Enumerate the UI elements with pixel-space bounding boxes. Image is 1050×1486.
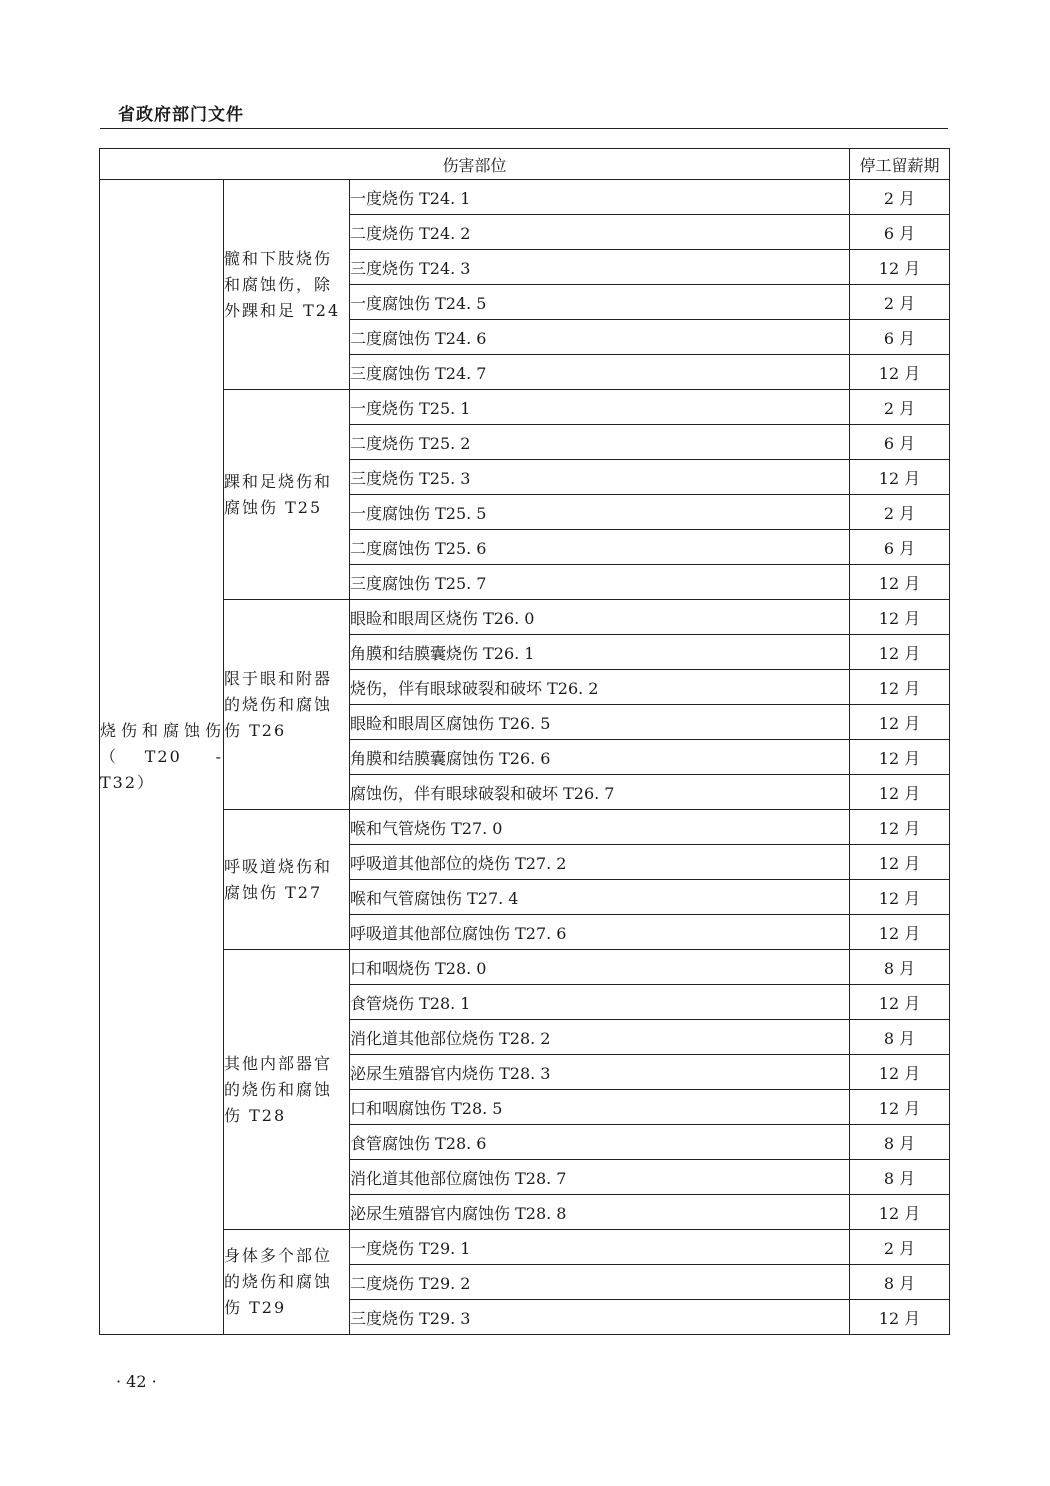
injury-item-cell: 烧伤，伴有眼球破裂和破坏 T26. 2 (350, 670, 850, 705)
period-cell: 12 月 (850, 915, 950, 950)
injury-item-cell: 二度腐蚀伤 T24. 6 (350, 320, 850, 355)
injury-item-cell: 眼睑和眼周区烧伤 T26. 0 (350, 600, 850, 635)
period-cell: 2 月 (850, 1230, 950, 1265)
period-cell: 12 月 (850, 635, 950, 670)
period-cell: 12 月 (850, 880, 950, 915)
period-cell: 12 月 (850, 810, 950, 845)
header-divider (100, 128, 948, 129)
injury-item-cell: 泌尿生殖器官内烧伤 T28. 3 (350, 1055, 850, 1090)
injury-item-cell: 角膜和结膜囊腐蚀伤 T26. 6 (350, 740, 850, 775)
period-cell: 6 月 (850, 530, 950, 565)
injury-item-cell: 泌尿生殖器官内腐蚀伤 T28. 8 (350, 1195, 850, 1230)
table-row (100, 950, 950, 985)
period-cell: 8 月 (850, 1020, 950, 1055)
injury-item-cell: 食管烧伤 T28. 1 (350, 985, 850, 1020)
injury-item-cell: 一度腐蚀伤 T25. 5 (350, 495, 850, 530)
table-row (100, 390, 950, 425)
period-cell: 12 月 (850, 460, 950, 495)
period-cell: 12 月 (850, 1300, 950, 1335)
period-cell: 12 月 (850, 670, 950, 705)
period-cell: 12 月 (850, 1090, 950, 1125)
injury-item-cell: 三度腐蚀伤 T24. 7 (350, 355, 850, 390)
injury-item-cell: 一度烧伤 T24. 1 (350, 180, 850, 215)
injury-item-cell: 一度烧伤 T25. 1 (350, 390, 850, 425)
injury-item-cell: 消化道其他部位烧伤 T28. 2 (350, 1020, 850, 1055)
period-cell: 12 月 (850, 565, 950, 600)
injury-item-cell: 二度腐蚀伤 T25. 6 (350, 530, 850, 565)
period-cell: 8 月 (850, 1160, 950, 1195)
period-cell: 6 月 (850, 320, 950, 355)
injury-item-cell: 三度腐蚀伤 T25. 7 (350, 565, 850, 600)
column-header-period: 停工留薪期 (850, 149, 950, 180)
table-row (100, 810, 950, 845)
period-cell: 8 月 (850, 950, 950, 985)
period-cell: 8 月 (850, 1265, 950, 1300)
period-cell: 12 月 (850, 355, 950, 390)
period-cell: 2 月 (850, 495, 950, 530)
table-row (100, 1230, 950, 1265)
period-cell: 12 月 (850, 600, 950, 635)
period-cell: 12 月 (850, 775, 950, 810)
table-header-row (100, 149, 950, 180)
injury-item-cell: 一度烧伤 T29. 1 (350, 1230, 850, 1265)
period-cell: 2 月 (850, 180, 950, 215)
table-row (100, 600, 950, 635)
table-body (100, 180, 950, 1335)
injury-item-cell: 角膜和结膜囊烧伤 T26. 1 (350, 635, 850, 670)
injury-item-cell: 喉和气管腐蚀伤 T27. 4 (350, 880, 850, 915)
injury-item-cell: 食管腐蚀伤 T28. 6 (350, 1125, 850, 1160)
period-cell: 12 月 (850, 845, 950, 880)
subcategory-cell: 呼吸道烧伤和腐蚀伤 T27 (224, 810, 350, 950)
subcategory-cell: 限于眼和附器的烧伤和腐蚀伤 T26 (224, 600, 350, 810)
injury-item-cell: 三度烧伤 T25. 3 (350, 460, 850, 495)
injury-item-cell: 三度烧伤 T24. 3 (350, 250, 850, 285)
injury-item-cell: 二度烧伤 T25. 2 (350, 425, 850, 460)
injury-item-cell: 呼吸道其他部位腐蚀伤 T27. 6 (350, 915, 850, 950)
injury-item-cell: 一度腐蚀伤 T24. 5 (350, 285, 850, 320)
period-cell: 12 月 (850, 1195, 950, 1230)
period-cell: 12 月 (850, 250, 950, 285)
subcategory-cell: 其他内部器官的烧伤和腐蚀伤 T28 (224, 950, 350, 1230)
injury-item-cell: 二度烧伤 T24. 2 (350, 215, 850, 250)
injury-item-cell: 呼吸道其他部位的烧伤 T27. 2 (350, 845, 850, 880)
period-cell: 8 月 (850, 1125, 950, 1160)
injury-item-cell: 二度烧伤 T29. 2 (350, 1265, 850, 1300)
injury-period-table (99, 148, 950, 1335)
period-cell: 2 月 (850, 285, 950, 320)
category-cell: 烧伤和腐蚀伤（T20 - T32） (100, 180, 224, 1335)
period-cell: 6 月 (850, 215, 950, 250)
period-cell: 12 月 (850, 740, 950, 775)
column-header-part: 伤害部位 (100, 149, 850, 180)
injury-item-cell: 眼睑和眼周区腐蚀伤 T26. 5 (350, 705, 850, 740)
injury-item-cell: 口和咽腐蚀伤 T28. 5 (350, 1090, 850, 1125)
injury-item-cell: 喉和气管烧伤 T27. 0 (350, 810, 850, 845)
injury-item-cell: 口和咽烧伤 T28. 0 (350, 950, 850, 985)
injury-item-cell: 消化道其他部位腐蚀伤 T28. 7 (350, 1160, 850, 1195)
subcategory-cell: 身体多个部位的烧伤和腐蚀伤 T29 (224, 1230, 350, 1335)
period-cell: 12 月 (850, 985, 950, 1020)
table-row (100, 180, 950, 215)
subcategory-cell: 髋和下肢烧伤和腐蚀伤，除外踝和足 T24 (224, 180, 350, 390)
page-number: · 42 · (116, 1372, 157, 1391)
subcategory-cell: 踝和足烧伤和腐蚀伤 T25 (224, 390, 350, 600)
document-header-title: 省政府部门文件 (118, 105, 244, 125)
period-cell: 2 月 (850, 390, 950, 425)
period-cell: 12 月 (850, 1055, 950, 1090)
period-cell: 6 月 (850, 425, 950, 460)
injury-item-cell: 三度烧伤 T29. 3 (350, 1300, 850, 1335)
injury-item-cell: 腐蚀伤，伴有眼球破裂和破坏 T26. 7 (350, 775, 850, 810)
period-cell: 12 月 (850, 705, 950, 740)
